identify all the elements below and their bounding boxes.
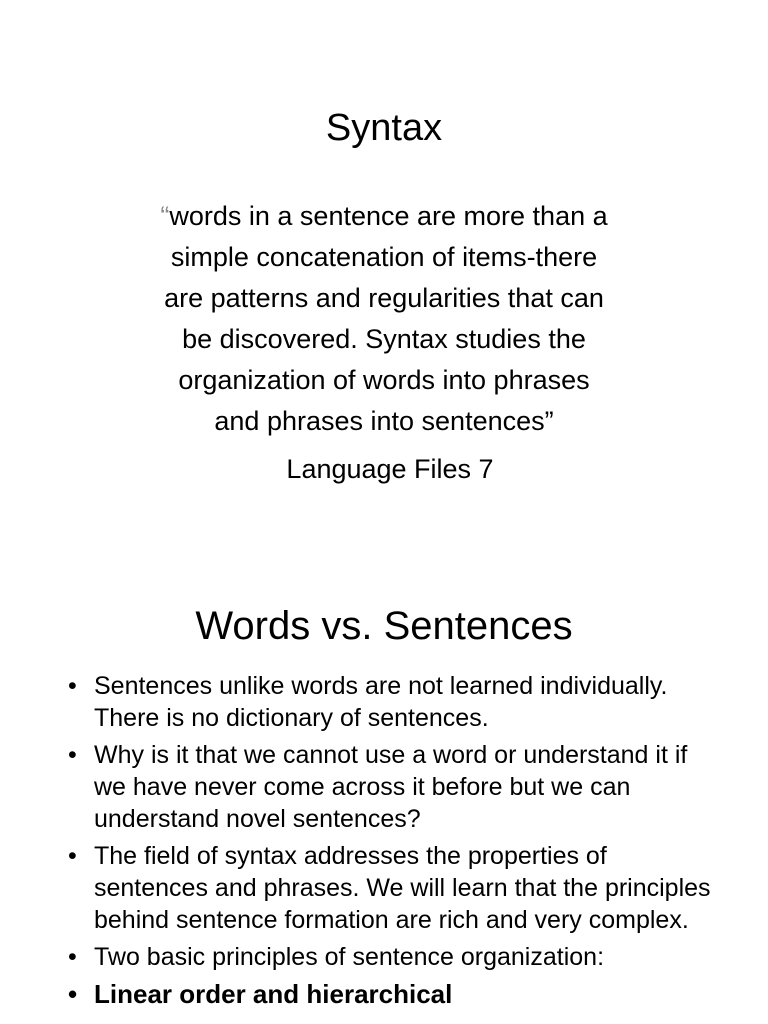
bullet-icon: •: [68, 672, 77, 700]
bullet-item: [66, 739, 716, 835]
bullet-text: Linear order and hierarchical: [94, 979, 453, 1009]
quote-attribution: Language Files 7: [286, 454, 494, 484]
bullet-list: [66, 670, 716, 1010]
partially-visible-bullet: [66, 978, 716, 1010]
bullet-icon: •: [68, 741, 77, 769]
slide-title: Syntax: [325, 107, 443, 149]
bullet-item: [66, 670, 716, 734]
bullet-text: Sentences unlike words are not learned individually. There is no dictionary of sentences.: [94, 672, 668, 732]
bullet-item: [66, 941, 716, 973]
bullet-icon: •: [68, 842, 77, 870]
quote-line: organization of words into phrases: [178, 365, 590, 395]
bullet-icon: •: [68, 943, 77, 971]
quote-mark: “: [160, 201, 170, 231]
slide-words-vs-sentences: [0, 560, 768, 1024]
quote-line: be discovered. Syntax studies the: [182, 324, 586, 354]
quote-text: [104, 196, 664, 442]
bullet-icon: •: [68, 979, 78, 1009]
bullet-text: Two basic principles of sentence organization:: [94, 943, 605, 971]
slide-title: Words vs. Sentences: [195, 604, 573, 648]
bullet-text: The field of syntax addresses the properties of sentences and phrases. We will learn that the principles behind sentence formation are rich and very complex.: [94, 842, 711, 934]
quote-line: simple concatenation of items-there: [170, 242, 598, 272]
quote-line: are patterns and regularities that can: [164, 283, 604, 313]
bullet-item: [66, 840, 716, 936]
bullet-text: Why is it that we cannot use a word or understand it if we have never come across it before but we can understand novel sentences?: [94, 741, 688, 833]
quote-line: words in a sentence are more than a: [169, 201, 608, 231]
quote-line: and phrases into sentences”: [214, 406, 554, 436]
